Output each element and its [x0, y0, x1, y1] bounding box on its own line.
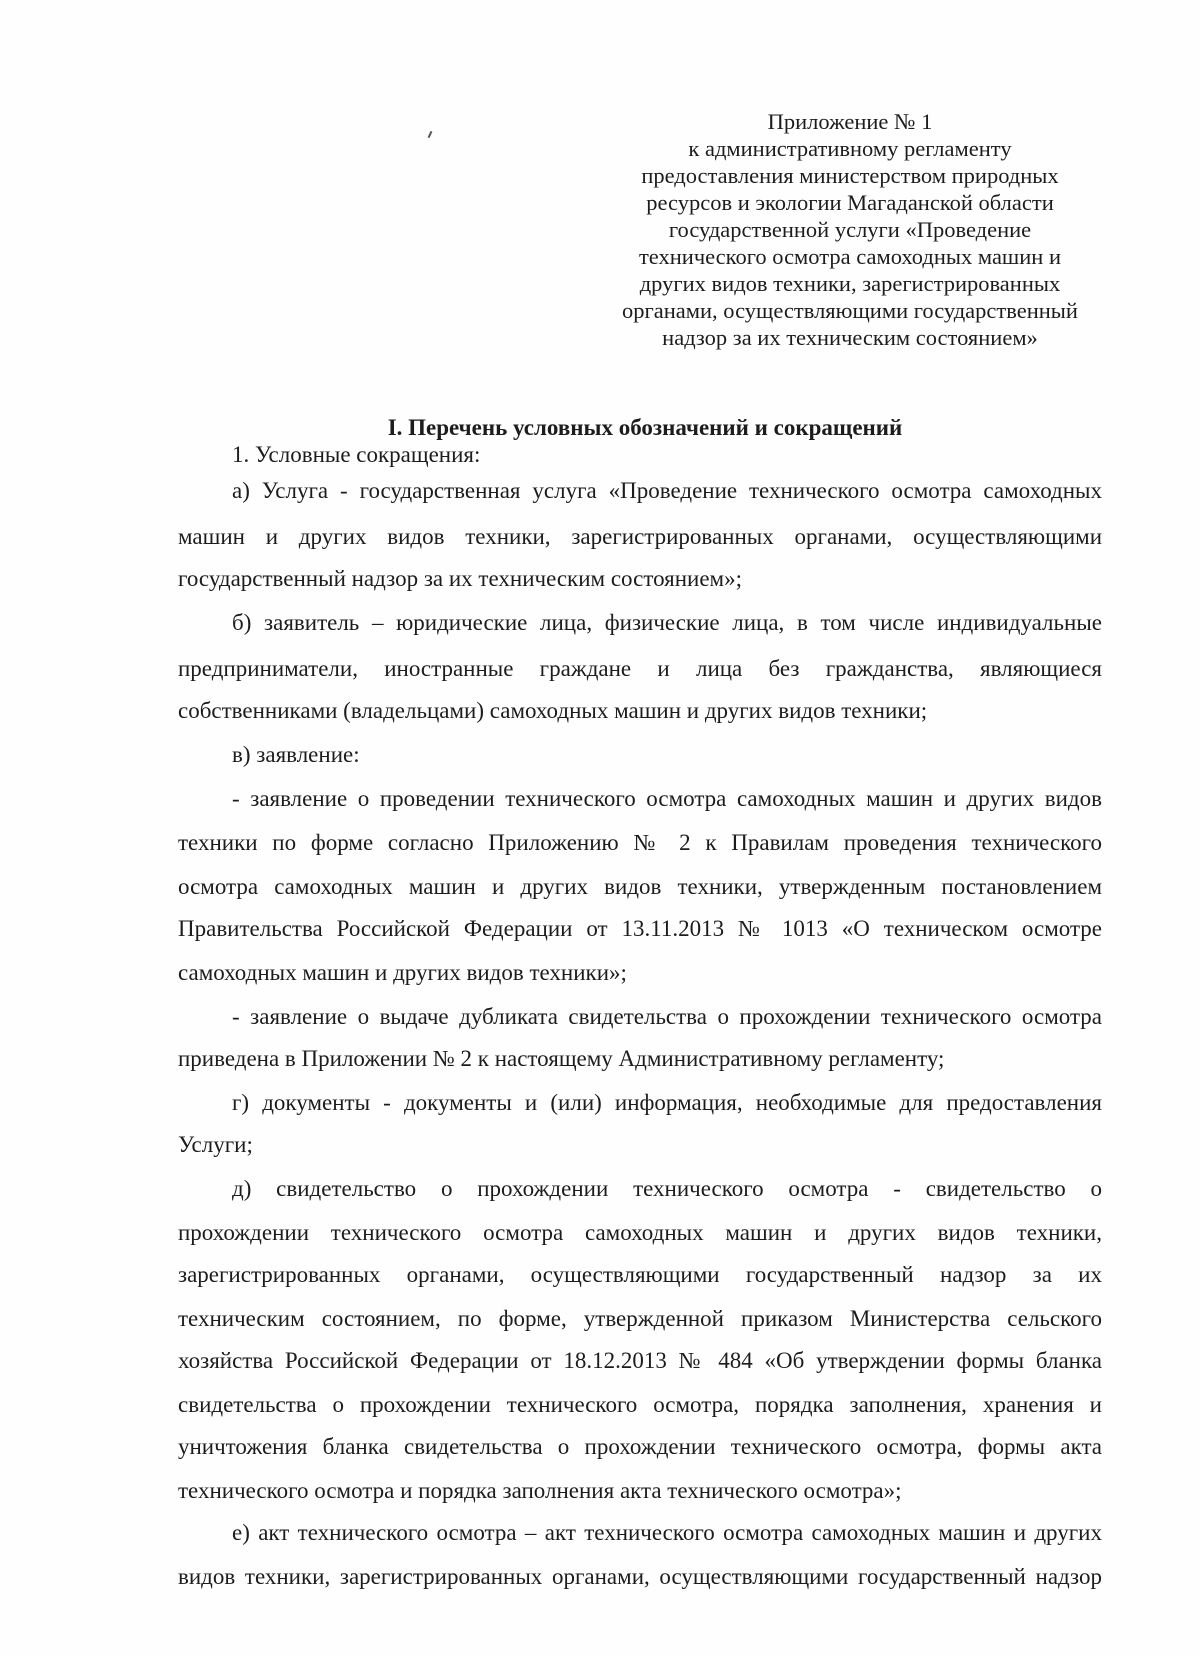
body-line: Правительства Российской Федерации от 13.11.2013 № 1013 «О техническом осмотре — [178, 916, 1102, 941]
body-line: собственниками (владельцами) самоходных машин и других видов техники; — [178, 698, 928, 723]
body-line: зарегистрированных органами, осуществляющими государственный надзор за их — [178, 1262, 1102, 1287]
body-line: предприниматели, иностранные граждане и лица без гражданства, являющиеся — [178, 656, 1102, 681]
section-heading: I. Перечень условных обозначений и сокращений — [387, 415, 903, 440]
appendix-line: технического осмотра самоходных машин и — [638, 244, 1062, 269]
appendix-line: надзор за их техническим состоянием» — [662, 325, 1038, 350]
body-line: осмотра самоходных машин и других видов техники, утвержденным постановлением — [178, 874, 1102, 899]
body-line: 1. Условные сокращения: — [232, 442, 481, 467]
body-line: г) документы - документы и (или) информация, необходимые для предоставления — [232, 1090, 1102, 1115]
body-line: д) свидетельство о прохождении технического осмотра - свидетельство о — [232, 1176, 1102, 1201]
body-line: уничтожения бланка свидетельства о прохождении технического осмотра, формы акта — [178, 1434, 1102, 1459]
appendix-line: ресурсов и экологии Магаданской области — [646, 190, 1054, 215]
body-line: Услуги; — [178, 1132, 253, 1157]
appendix-line: Приложение № 1 — [767, 109, 933, 134]
body-line: а) Услуга - государственная услуга «Проведение технического осмотра самоходных — [232, 478, 1102, 503]
body-line: техники по форме согласно Приложению № 2 к Правилам проведения технического — [178, 830, 1102, 855]
appendix-line: органами, осуществляющими государственный — [622, 298, 1078, 323]
appendix-line: предоставления министерством природных — [641, 163, 1059, 188]
body-line: приведена в Приложении № 2 к настоящему Административному регламенту; — [178, 1046, 945, 1071]
body-line: машин и других видов техники, зарегистрированных органами, осуществляющими — [178, 524, 1102, 549]
appendix-line: других видов техники, зарегистрированных — [639, 271, 1061, 296]
body-line: е) акт технического осмотра – акт технического осмотра самоходных машин и других — [232, 1520, 1102, 1545]
scan-mark — [428, 131, 433, 138]
body-line: - заявление о выдаче дубликата свидетельства о прохождении технического осмотра — [232, 1004, 1102, 1029]
body-line: в) заявление: — [232, 742, 360, 767]
body-line: самоходных машин и других видов техники»; — [178, 960, 627, 985]
body-line: свидетельства о прохождении технического осмотра, порядка заполнения, хранения и — [178, 1392, 1102, 1417]
body-line: хозяйства Российской Федерации от 18.12.2013 № 484 «Об утверждении формы бланка — [178, 1348, 1102, 1373]
body-line: б) заявитель – юридические лица, физические лица, в том числе индивидуальные — [232, 610, 1102, 635]
appendix-header — [600, 108, 1100, 351]
body-line: видов техники, зарегистрированных органами, осуществляющими государственный надзор — [178, 1564, 1102, 1589]
body-line: прохождении технического осмотра самоходных машин и других видов техники, — [178, 1220, 1102, 1245]
body-line: технического осмотра и порядка заполнения акта технического осмотра»; — [178, 1478, 902, 1503]
body-line: государственный надзор за их техническим состоянием»; — [178, 566, 742, 591]
appendix-line: государственной услуги «Проведение — [668, 217, 1032, 242]
body-line: техническим состоянием, по форме, утвержденной приказом Министерства сельского — [178, 1306, 1102, 1331]
body-line: - заявление о проведении технического осмотра самоходных машин и других видов — [232, 786, 1102, 811]
appendix-line: к административному регламенту — [688, 136, 1012, 161]
